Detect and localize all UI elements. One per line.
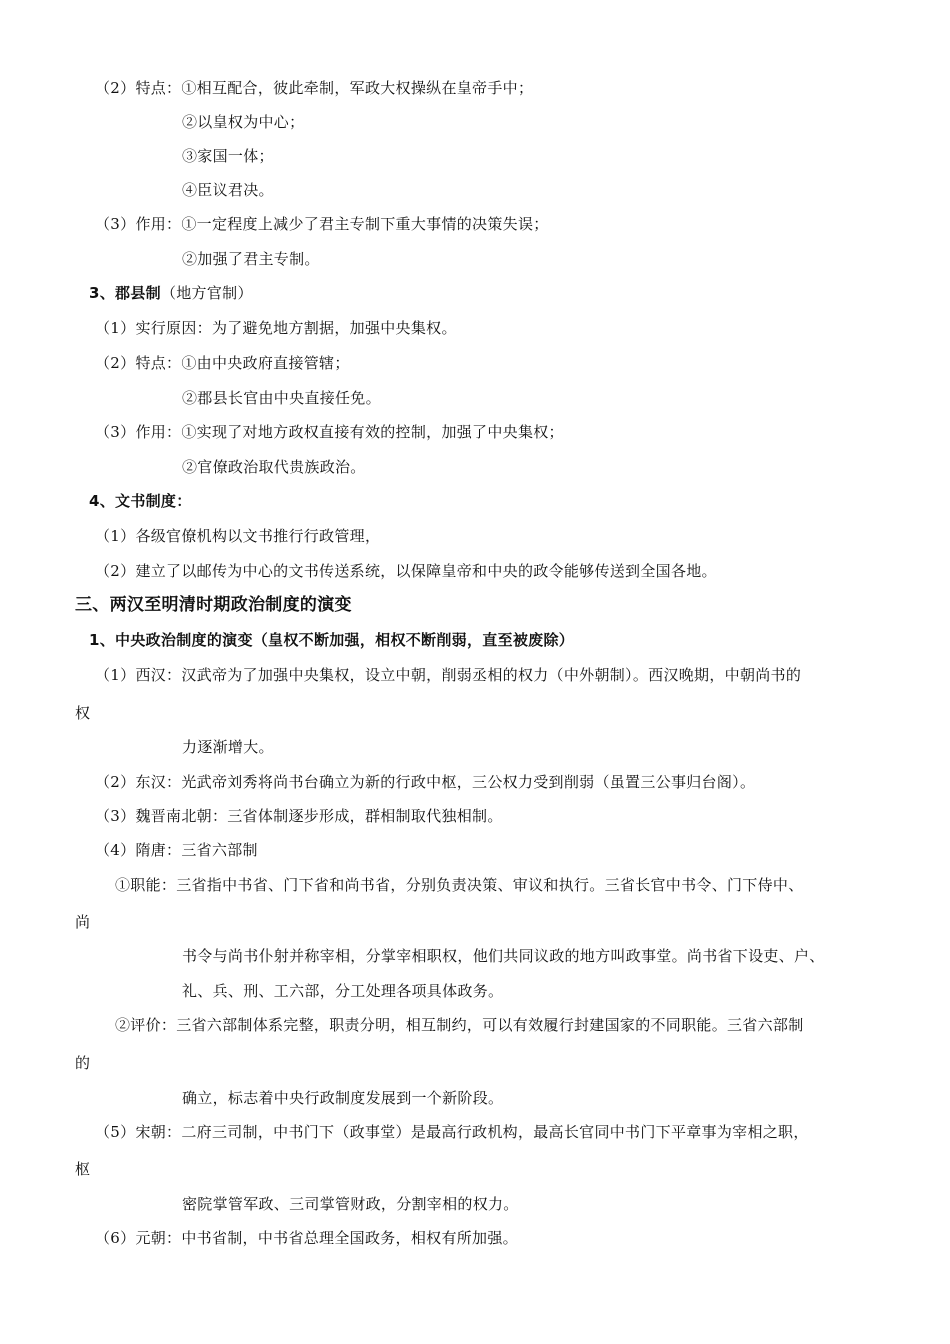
text-line: ②加强了君主专制。	[182, 250, 320, 268]
text-line: ②以皇权为中心；	[182, 113, 305, 131]
text-line: ①职能：三省指中书省、门下省和尚书省，分别负责决策、审议和执行。三省长官中书令、门下侍中、	[115, 876, 804, 894]
text-line: （4）隋唐：三省六部制	[95, 841, 258, 859]
text-line: 密院掌管军政、三司掌管财政，分割宰相的权力。	[182, 1195, 519, 1213]
section-heading: 三、两汉至明清时期政治制度的演变	[75, 595, 352, 615]
subsection-heading: 4、文书制度：	[89, 492, 192, 510]
text-line: （2）建立了以邮传为中心的文书传送系统，以保障皇帝和中央的政令能够传送到全国各地。	[95, 562, 717, 580]
text-line: ④臣议君决。	[182, 181, 274, 199]
text-line: 确立，标志着中央行政制度发展到一个新阶段。	[182, 1089, 504, 1107]
text-line: （6）元朝：中书省制，中书省总理全国政务，相权有所加强。	[95, 1229, 518, 1247]
text-line: ②郡县长官由中央直接任免。	[182, 389, 381, 407]
text-line: （2）特点：①相互配合，彼此牵制，军政大权操纵在皇帝手中；	[95, 79, 534, 97]
text-line: ②官僚政治取代贵族政治。	[182, 458, 366, 476]
text-line: ③家国一体；	[182, 147, 274, 165]
text-line: （3）魏晋南北朝：三省体制逐步形成，群相制取代独相制。	[95, 807, 503, 825]
text-line: 力逐渐增大。	[182, 738, 274, 756]
text-line: （2）特点：①由中央政府直接管辖；	[95, 354, 350, 372]
text-line: 的	[75, 1054, 91, 1072]
text-line: （1）西汉：汉武帝为了加强中央集权，设立中朝，削弱丞相的权力（中外朝制）。西汉晚期，中朝尚书的	[95, 666, 802, 684]
text-line: （3）作用：①实现了对地方政权直接有效的控制，加强了中央集权；	[95, 423, 564, 441]
subsection-heading: 1、中央政治制度的演变（皇权不断加强，相权不断削弱，直至被废除）	[89, 631, 575, 649]
text-line: 尚	[75, 913, 91, 931]
text-line: （3）作用：①一定程度上减少了君主专制下重大事情的决策失误；	[95, 215, 549, 233]
text-line: （2）东汉：光武帝刘秀将尚书台确立为新的行政中枢，三公权力受到削弱（虽置三公事归台阁）。	[95, 773, 756, 791]
subsection-heading: 3、郡县制（地方官制）	[89, 284, 253, 302]
text-line: 权	[75, 704, 91, 722]
text-line: 书令与尚书仆射并称宰相，分掌宰相职权，他们共同议政的地方叫政事堂。尚书省下设吏、户、	[182, 947, 825, 965]
text-line: （1）各级官僚机构以文书推行行政管理，	[95, 527, 381, 545]
text-line: ②评价：三省六部制体系完整，职责分明，相互制约，可以有效履行封建国家的不同职能。三省六部制	[115, 1016, 804, 1034]
text-line: （1）实行原因：为了避免地方割据，加强中央集权。	[95, 319, 457, 337]
text-line: 礼、兵、刑、工六部，分工处理各项具体政务。	[182, 982, 504, 1000]
text-line: 枢	[75, 1160, 91, 1178]
text-line: （5）宋朝：二府三司制，中书门下（政事堂）是最高行政机构，最高长官同中书门下平章事为宰相之职，	[95, 1123, 809, 1141]
